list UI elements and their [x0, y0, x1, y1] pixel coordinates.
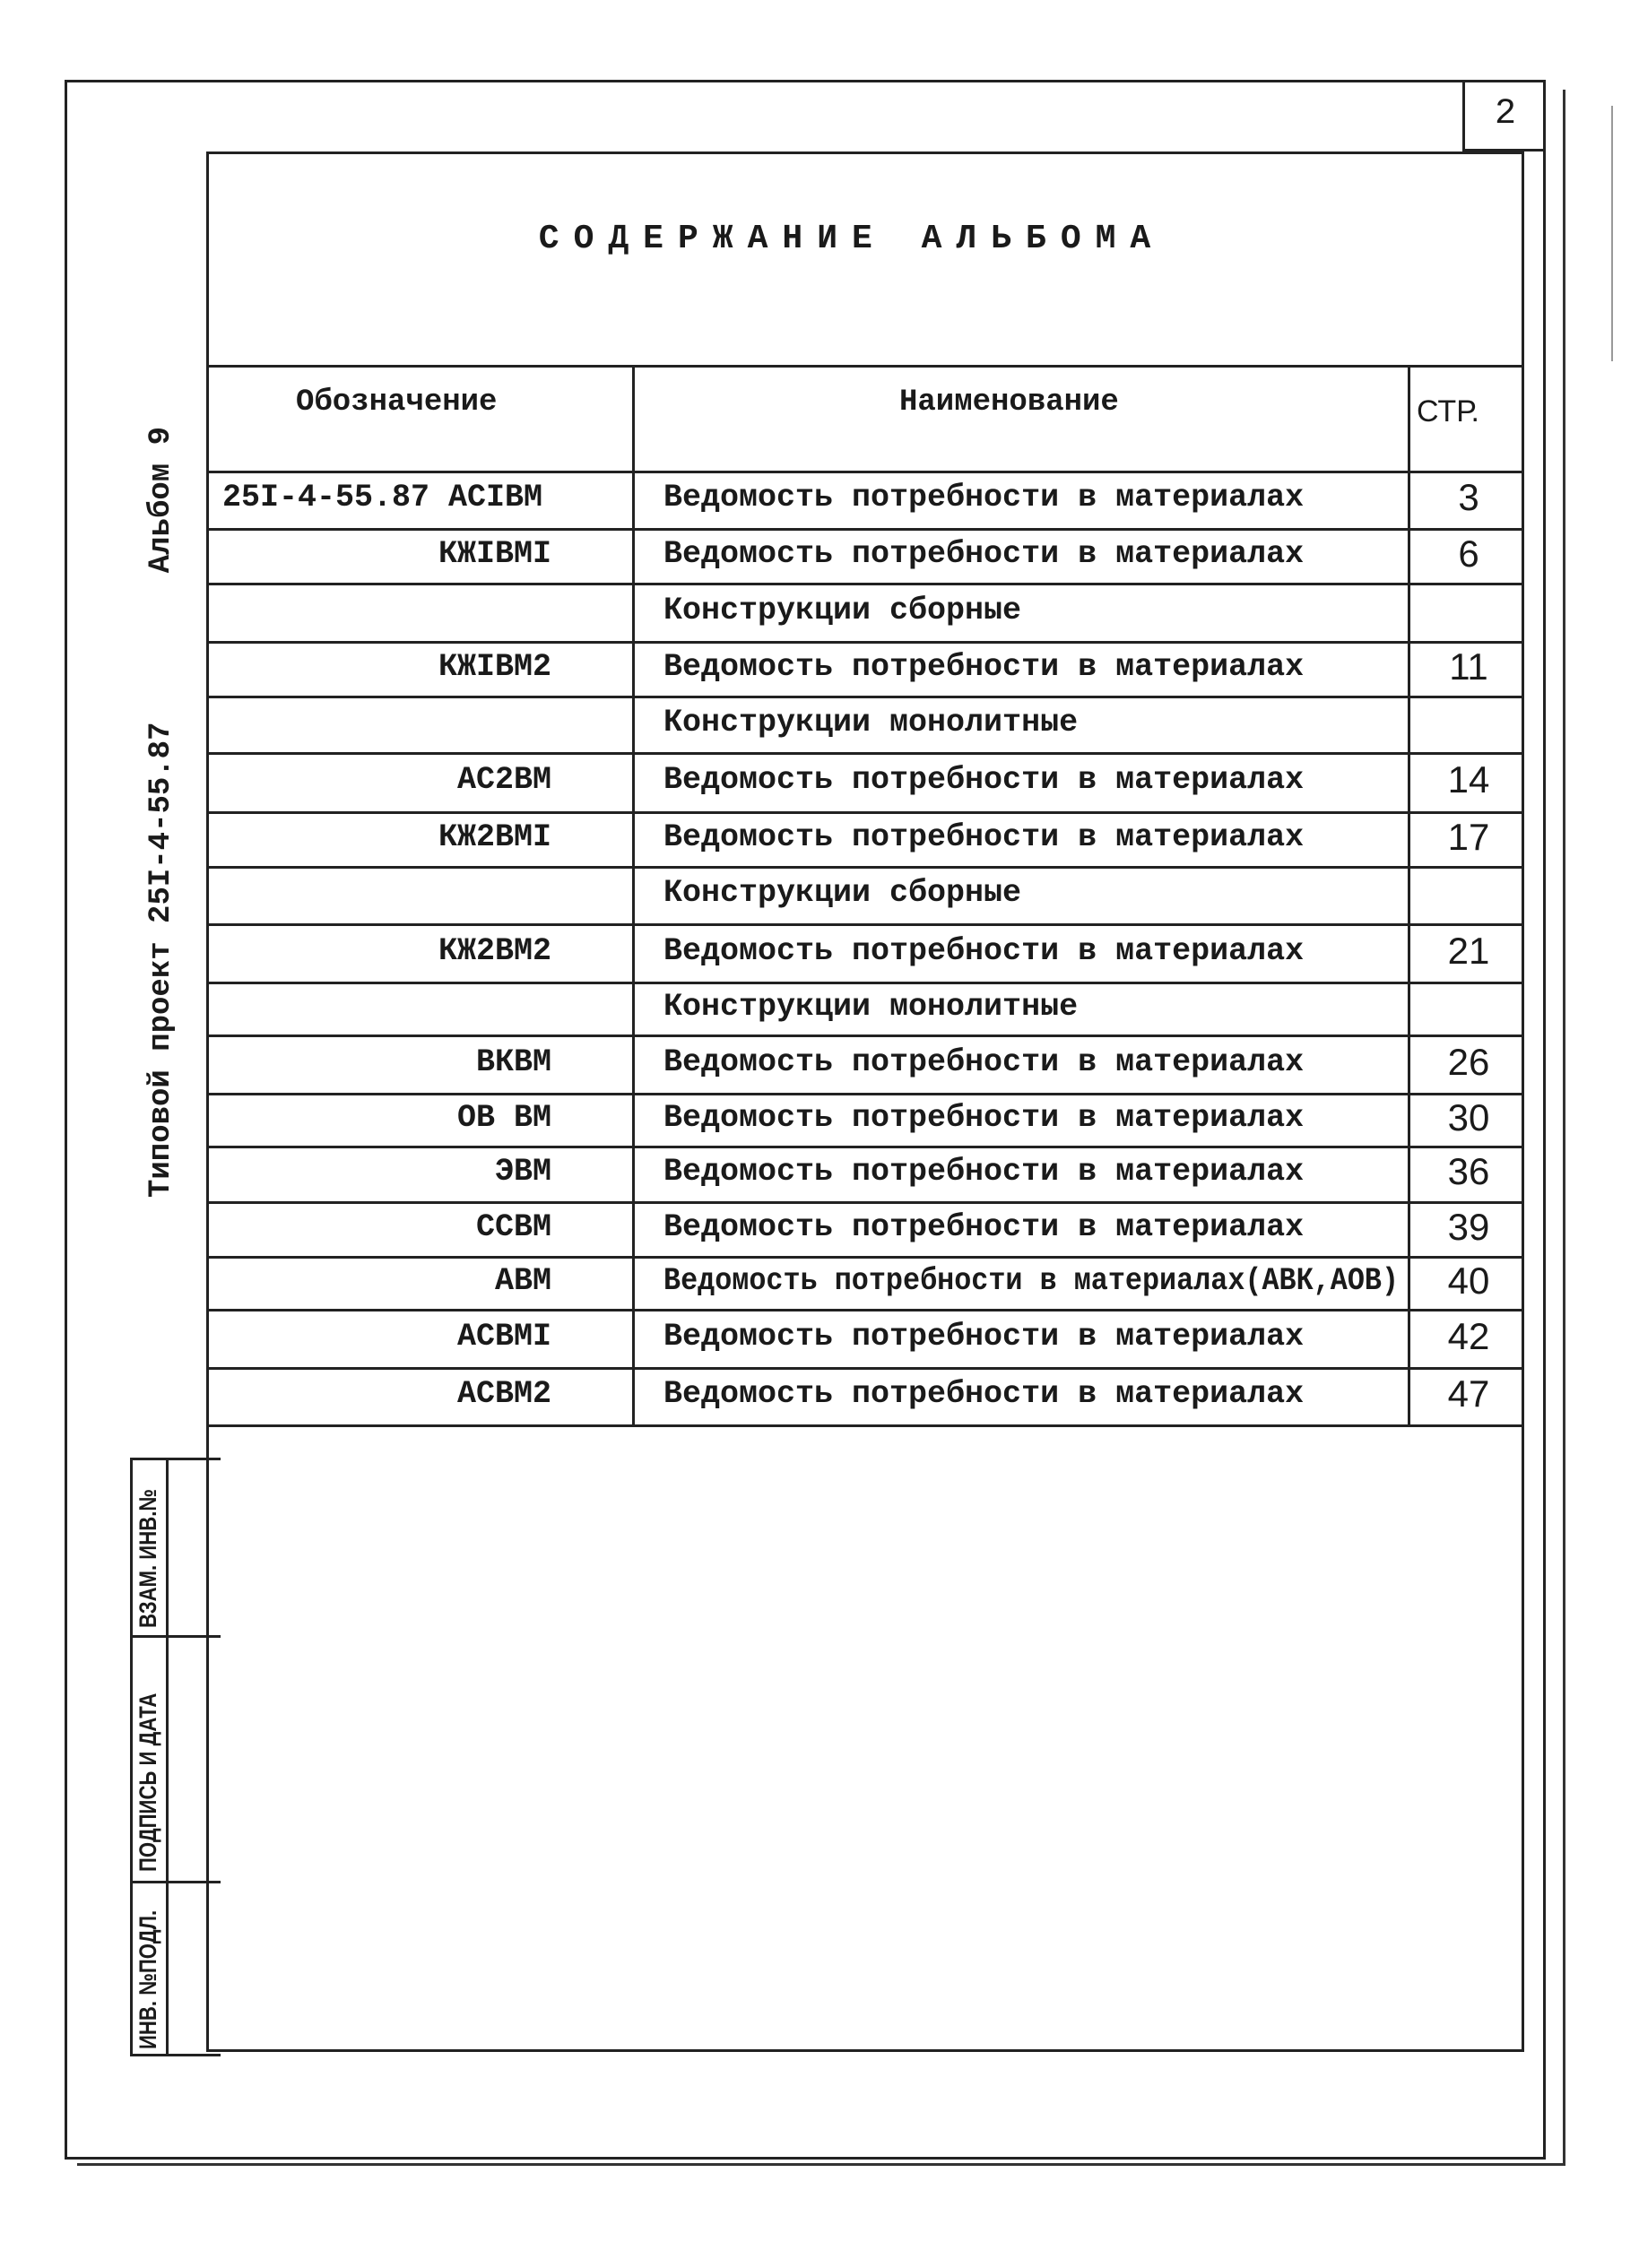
stamp-divider: [130, 1635, 221, 1638]
row-page: 3: [1458, 476, 1479, 518]
row-code: 25I-4-55.87 АСIВМ: [222, 480, 543, 515]
row-page: 11: [1449, 645, 1488, 688]
row-divider: [206, 1034, 1524, 1037]
project-label: Типовой проект 25I-4-55.87: [144, 722, 178, 1198]
stamp-signature-date: ПОДПИСЬ И ДАТА: [134, 1692, 161, 1872]
row-page: 26: [1447, 1040, 1490, 1083]
row-name: Ведомость потребности в материалах: [663, 1043, 1305, 1080]
row-code: КЖ2ВМ2: [438, 932, 551, 969]
row-code: ССВМ: [475, 1208, 551, 1245]
row-name: Ведомость потребности в материалах: [663, 1376, 1305, 1412]
row-divider: [206, 923, 1524, 926]
row-page: 14: [1447, 758, 1490, 801]
row-page: 17: [1447, 815, 1490, 858]
row-name: Ведомость потребности в материалах: [663, 1318, 1305, 1355]
side-label: [144, 427, 178, 1198]
row-name: Конструкции монолитные: [663, 988, 1079, 1025]
column-divider: [632, 365, 635, 1424]
row-divider: [206, 528, 1524, 531]
row-divider: [206, 1093, 1524, 1095]
row-name: Конструкции сборные: [663, 592, 1022, 628]
header-designation: Обозначение: [296, 385, 498, 420]
stamp-replaced-inv: ВЗАМ. ИНВ.№: [134, 1488, 161, 1628]
header-name: Наименование: [899, 385, 1119, 420]
header-page: СТР.: [1417, 394, 1479, 428]
row-code: ЭВМ: [494, 1154, 551, 1190]
row-name: Ведомость потребности в материалах: [663, 648, 1305, 685]
scan-edge-line: [1611, 106, 1613, 361]
stamp-divider: [130, 1881, 221, 1883]
row-name: Ведомость потребности в материалах(АВК,АОВ): [663, 1262, 1400, 1299]
row-code: АС2ВМ: [456, 762, 551, 798]
row-divider: [206, 696, 1524, 698]
row-name: Ведомость потребности в материалах: [663, 1154, 1305, 1190]
row-page: 36: [1447, 1150, 1490, 1192]
row-page: 47: [1447, 1372, 1490, 1415]
row-name: Конструкции сборные: [663, 875, 1022, 911]
row-divider: [206, 866, 1524, 869]
table-bottom-border: [206, 1424, 1524, 1427]
row-code: АСВМ2: [456, 1376, 551, 1412]
row-page: 30: [1447, 1095, 1490, 1138]
album-label: Альбом 9: [144, 427, 178, 574]
row-divider: [206, 1309, 1524, 1311]
row-name: Ведомость потребности в материалах: [663, 535, 1305, 572]
row-code: КЖ2ВМI: [438, 818, 551, 855]
row-page: 42: [1447, 1314, 1490, 1357]
row-name: Конструкции монолитные: [663, 704, 1079, 740]
row-code: АВМ: [494, 1262, 551, 1299]
row-divider: [206, 1256, 1524, 1259]
row-code: КЖIВМ2: [438, 648, 551, 685]
row-name: Ведомость потребности в материалах: [663, 818, 1305, 855]
row-name: Ведомость потребности в материалах: [663, 1099, 1305, 1136]
row-page: 21: [1447, 929, 1490, 972]
row-page: 6: [1458, 532, 1479, 575]
row-divider: [206, 752, 1524, 755]
row-divider: [206, 1146, 1524, 1148]
row-divider: [206, 583, 1524, 585]
page-title: СОДЕРЖАНИЕ АЛЬБОМА: [538, 220, 1166, 258]
stamp-inv-original: ИНВ. №ПОДЛ.: [134, 1909, 161, 2049]
row-divider: [206, 982, 1524, 984]
row-name: Ведомость потребности в материалах: [663, 1208, 1305, 1245]
row-name: Ведомость потребности в материалах: [663, 480, 1305, 515]
page-number: 2: [1462, 80, 1546, 151]
row-name: Ведомость потребности в материалах: [663, 762, 1305, 798]
row-code: КЖIВМI: [438, 535, 551, 572]
stamp-column-divider: [166, 1458, 169, 2056]
row-name: Ведомость потребности в материалах: [663, 932, 1305, 969]
row-page: 40: [1447, 1259, 1490, 1302]
row-code: ВКВМ: [475, 1043, 551, 1080]
row-divider: [206, 1201, 1524, 1204]
row-divider: [206, 471, 1524, 473]
row-divider: [206, 641, 1524, 644]
row-code: АСВМI: [456, 1318, 551, 1355]
row-divider: [206, 811, 1524, 814]
row-divider: [206, 1367, 1524, 1370]
table-top-border: [206, 365, 1524, 368]
row-code: ОВ ВМ: [456, 1099, 551, 1136]
row-page: 39: [1447, 1205, 1490, 1248]
